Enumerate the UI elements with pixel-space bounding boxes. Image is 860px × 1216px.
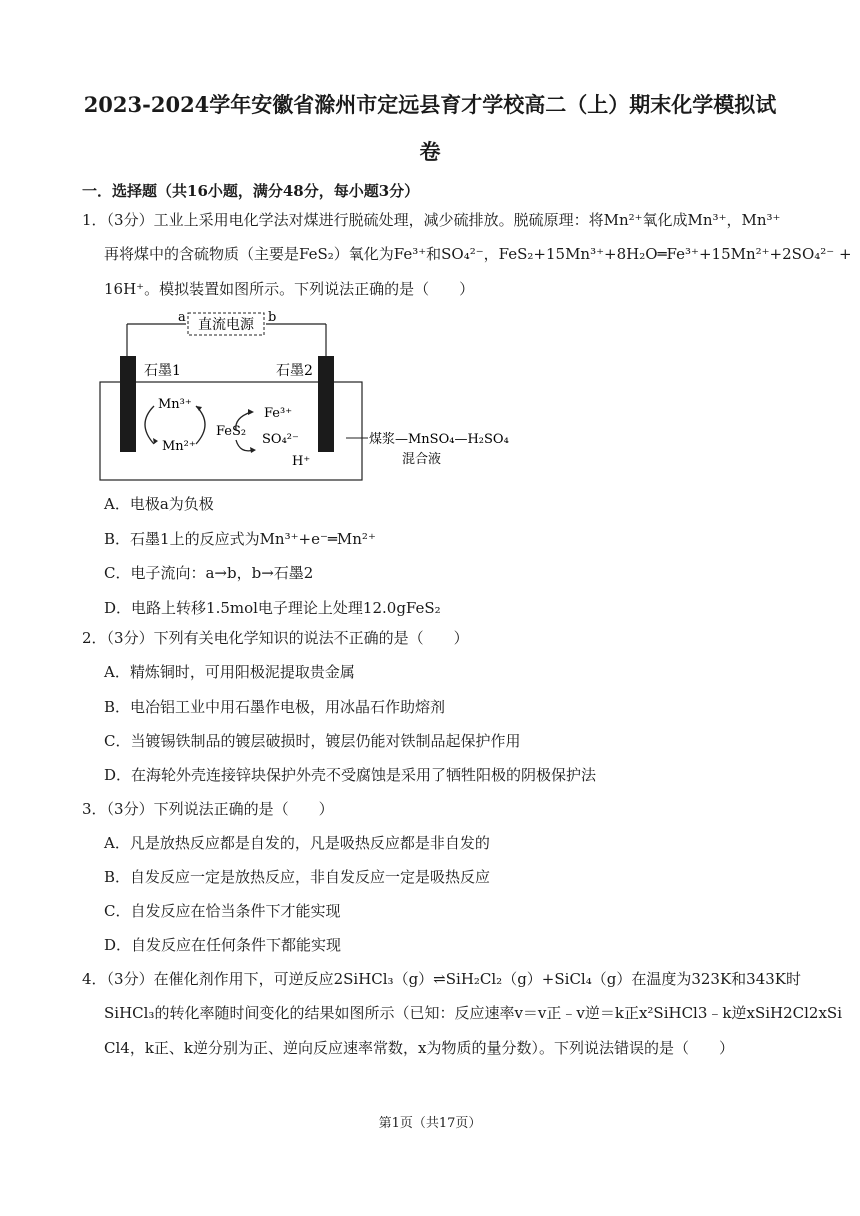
left-electrode-label: 石墨1	[144, 363, 181, 379]
electrolysis-diagram	[96, 304, 516, 484]
q4-stem-line2: SiHCl₃的转化率随时间变化的结果如图所示（已知：反应速率v＝v正﹣v逆＝k正x²SiHCl3﹣k逆xSiH2Cl2xSi	[104, 1004, 842, 1022]
mixture-label-line2: 混合液	[402, 452, 442, 467]
q2-option-b[interactable]: B．电冶铝工业中用石墨作电极，用冰晶石作助熔剂	[104, 698, 446, 716]
q3-option-c[interactable]: C．自发反应在恰当条件下才能实现	[104, 902, 341, 920]
oxidation-arrow-icon	[196, 406, 205, 444]
q3-option-b[interactable]: B．自发反应一定是放热反应，非自发反应一定是吸热反应	[104, 868, 491, 886]
q3-option-d[interactable]: D．自发反应在任何条件下都能实现	[104, 936, 342, 954]
sulfate-ion-label: SO₄²⁻	[262, 432, 299, 447]
arrowhead-icon	[250, 447, 256, 453]
fe3-ion-label: Fe³⁺	[264, 406, 293, 421]
q3-stem: 3．（3分）下列说法正确的是（ ）	[82, 800, 334, 818]
q1-option-d[interactable]: D．电路上转移1.5mol电子理论上处理12.0gFeS₂	[104, 599, 441, 617]
q1-stem-line3: 16H⁺。模拟装置如图所示。下列说法正确的是（ ）	[104, 280, 475, 298]
hydrogen-ion-label: H⁺	[292, 454, 311, 469]
terminal-a-label: a	[178, 310, 186, 325]
reduction-arrow-icon	[145, 406, 154, 444]
q2-option-d[interactable]: D．在海轮外壳连接锌块保护外壳不受腐蚀是采用了牺牲阳极的阴极保护法	[104, 766, 597, 784]
terminal-b-label: b	[268, 310, 277, 325]
q1-stem-line1: 1．（3分）工业上采用电化学法对煤进行脱硫处理，减少硫排放。脱硫原理：将Mn²⁺氧化成Mn³⁺，Mn³⁺	[82, 211, 781, 229]
graphite-electrode-1	[120, 356, 136, 452]
q4-stem-line1: 4．（3分）在催化剂作用下，可逆反应2SiHCl₃（g）⇌SiH₂Cl₂（g）+SiCl₄（g）在温度为323K和343K时	[82, 970, 802, 988]
page-footer: 第1页（共17页）	[378, 1116, 482, 1131]
section-heading: 一．选择题（共16小题，满分48分，每小题3分）	[82, 182, 420, 200]
fes2-label: FeS₂	[216, 424, 247, 439]
document-title-line1: 2023-2024学年安徽省滁州市定远县育才学校高二（上）期末化学模拟试	[83, 92, 777, 117]
mixture-label: 煤浆—MnSO₄—H₂SO₄	[369, 432, 509, 447]
arrowhead-icon	[248, 409, 254, 415]
dc-power-source-label: 直流电源	[198, 317, 254, 333]
right-electrode-label: 石墨2	[276, 363, 313, 379]
graphite-electrode-2	[318, 356, 334, 452]
q1-option-a[interactable]: A．电极a为负极	[104, 495, 214, 513]
document-title-line2: 卷	[419, 139, 441, 164]
q2-stem: 2．（3分）下列有关电化学知识的说法不正确的是（ ）	[82, 629, 469, 647]
q2-option-c[interactable]: C．当镀锡铁制品的镀层破损时，镀层仍能对铁制品起保护作用	[104, 732, 521, 750]
q2-option-a[interactable]: A．精炼铜时，可用阳极泥提取贵金属	[104, 663, 355, 681]
mn2-ion-label: Mn²⁺	[162, 439, 196, 454]
q1-option-c[interactable]: C．电子流向：a→b，b→石墨2	[104, 564, 314, 582]
mn3-ion-label: Mn³⁺	[158, 397, 192, 412]
q3-option-a[interactable]: A．凡是放热反应都是自发的，凡是吸热反应都是非自发的	[104, 834, 490, 852]
arrowhead-icon	[196, 406, 202, 411]
q4-stem-line3: Cl4，k正、k逆分别为正、逆向反应速率常数，x为物质的量分数）。下列说法错误的是（ ）	[104, 1039, 734, 1057]
q1-stem-line2: 再将煤中的含硫物质（主要是FeS₂）氧化为Fe³⁺和SO₄²⁻，FeS₂+15Mn³⁺+8H₂O═Fe³⁺+15Mn²⁺+2SO₄²⁻ +	[104, 245, 852, 263]
q1-option-b[interactable]: B．石墨1上的反应式为Mn³⁺+e⁻═Mn²⁺	[104, 530, 376, 548]
